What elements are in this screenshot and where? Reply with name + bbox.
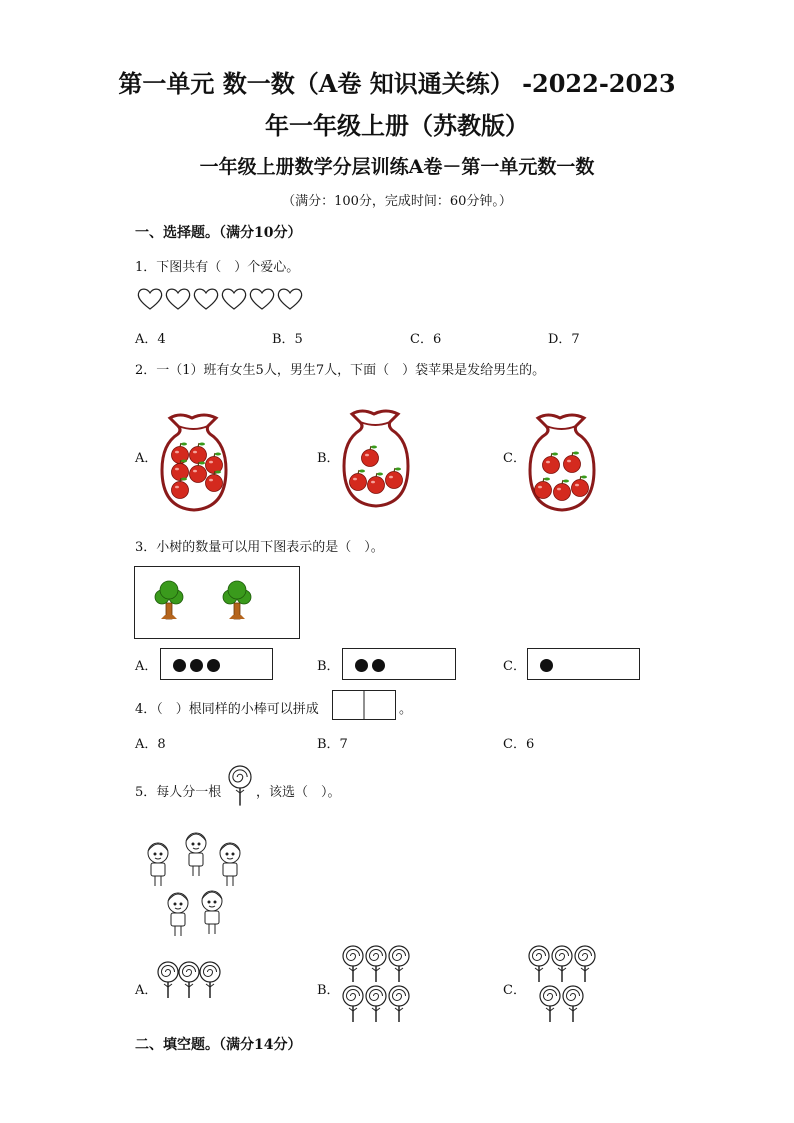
q3-dots-box-a xyxy=(160,648,273,680)
lollipop-icon xyxy=(563,986,583,1022)
q2-option-c[interactable]: C． xyxy=(503,451,526,466)
question-5-text-before: 5．每人分一根 xyxy=(135,785,222,800)
q2-option-b[interactable]: B． xyxy=(317,451,340,466)
apple-bag-b xyxy=(340,406,412,511)
lollipop-icon xyxy=(226,765,254,813)
score-note: （满分：100分，完成时间：60分钟。） xyxy=(282,194,512,209)
document-title-line2: 年一年级上册（苏教版） xyxy=(265,111,529,140)
lollipop-icon xyxy=(366,946,386,982)
dot-icon xyxy=(190,659,203,672)
lollipop-icon xyxy=(158,962,178,998)
lollipop-group-b xyxy=(340,944,415,1028)
dot-icon xyxy=(355,659,368,672)
q4-option-c[interactable]: C．6 xyxy=(503,737,535,752)
child-icon xyxy=(148,843,168,886)
lollipop-icon xyxy=(540,986,560,1022)
lollipop-icon xyxy=(552,946,572,982)
tree-icon xyxy=(155,581,183,619)
heart-icon xyxy=(222,289,245,309)
q1-option-b[interactable]: B．5 xyxy=(272,332,303,347)
question-2-text: 2．一（1）班有女生5人，男生7人，下面（ ）袋苹果是发给男生的。 xyxy=(135,363,546,378)
document-subtitle: 一年级上册数学分层训练A卷－第一单元数一数 xyxy=(199,156,595,178)
heart-icon xyxy=(278,289,301,309)
dot-icon xyxy=(372,659,385,672)
question-1-text: 1．下图共有（ ）个爱心。 xyxy=(135,260,300,275)
heart-icon xyxy=(250,289,273,309)
document-title-line1: 第一单元 数一数（A卷 知识通关练） -2022-2023 xyxy=(118,69,676,98)
heart-icon xyxy=(194,289,217,309)
question-4-text-after: 。 xyxy=(399,702,413,717)
dot-icon xyxy=(173,659,186,672)
lollipop-icon xyxy=(343,986,363,1022)
question-4-text-before: 4．（ ）根同样的小棒可以拼成 xyxy=(135,702,319,717)
child-icon xyxy=(220,843,240,886)
lollipop-icon xyxy=(366,986,386,1022)
dot-icon xyxy=(540,659,553,672)
hearts-figure xyxy=(135,287,310,313)
lollipop-icon xyxy=(200,962,220,998)
trees-figure xyxy=(134,566,300,639)
children-figure xyxy=(138,825,248,940)
apple-bag-a xyxy=(158,410,230,515)
child-icon xyxy=(186,833,206,876)
question-5-text-after: ，该选（ ）。 xyxy=(256,785,341,800)
lollipop-icon xyxy=(229,766,251,806)
lollipop-icon xyxy=(343,946,363,982)
sticks-square-figure xyxy=(332,690,396,720)
q3-dots-box-c xyxy=(527,648,640,680)
section-heading-choice: 一、选择题。（满分10分） xyxy=(135,225,302,241)
lollipop-icon xyxy=(575,946,595,982)
heart-icon xyxy=(166,289,189,309)
q3-option-c[interactable]: C． xyxy=(503,659,526,674)
q5-option-b[interactable]: B． xyxy=(317,983,340,998)
q2-option-a[interactable]: A． xyxy=(135,451,158,466)
q3-dots-box-b xyxy=(342,648,456,680)
child-icon xyxy=(202,891,222,934)
q3-option-b[interactable]: B． xyxy=(317,659,340,674)
lollipop-icon xyxy=(529,946,549,982)
apple-bag-c xyxy=(526,410,598,515)
lollipop-icon xyxy=(389,946,409,982)
child-icon xyxy=(168,893,188,936)
tree-icon xyxy=(223,581,251,619)
lollipop-icon xyxy=(389,986,409,1022)
lollipop-icon xyxy=(179,962,199,998)
question-3-text: 3．小树的数量可以用下图表示的是（ ）。 xyxy=(135,540,384,555)
q5-option-c[interactable]: C． xyxy=(503,983,526,998)
dot-icon xyxy=(207,659,220,672)
q4-option-a[interactable]: A．8 xyxy=(135,737,166,752)
section-heading-fill-blank: 二、填空题。（满分14分） xyxy=(135,1037,302,1053)
q5-option-a[interactable]: A． xyxy=(135,983,158,998)
q1-option-a[interactable]: A．4 xyxy=(135,332,166,347)
q4-option-b[interactable]: B．7 xyxy=(317,737,348,752)
lollipop-group-a xyxy=(155,960,225,1008)
q1-option-d[interactable]: D．7 xyxy=(548,332,580,347)
lollipop-group-c xyxy=(526,944,601,1028)
q1-option-c[interactable]: C．6 xyxy=(410,332,442,347)
q3-option-a[interactable]: A． xyxy=(135,659,158,674)
heart-icon xyxy=(138,289,161,309)
